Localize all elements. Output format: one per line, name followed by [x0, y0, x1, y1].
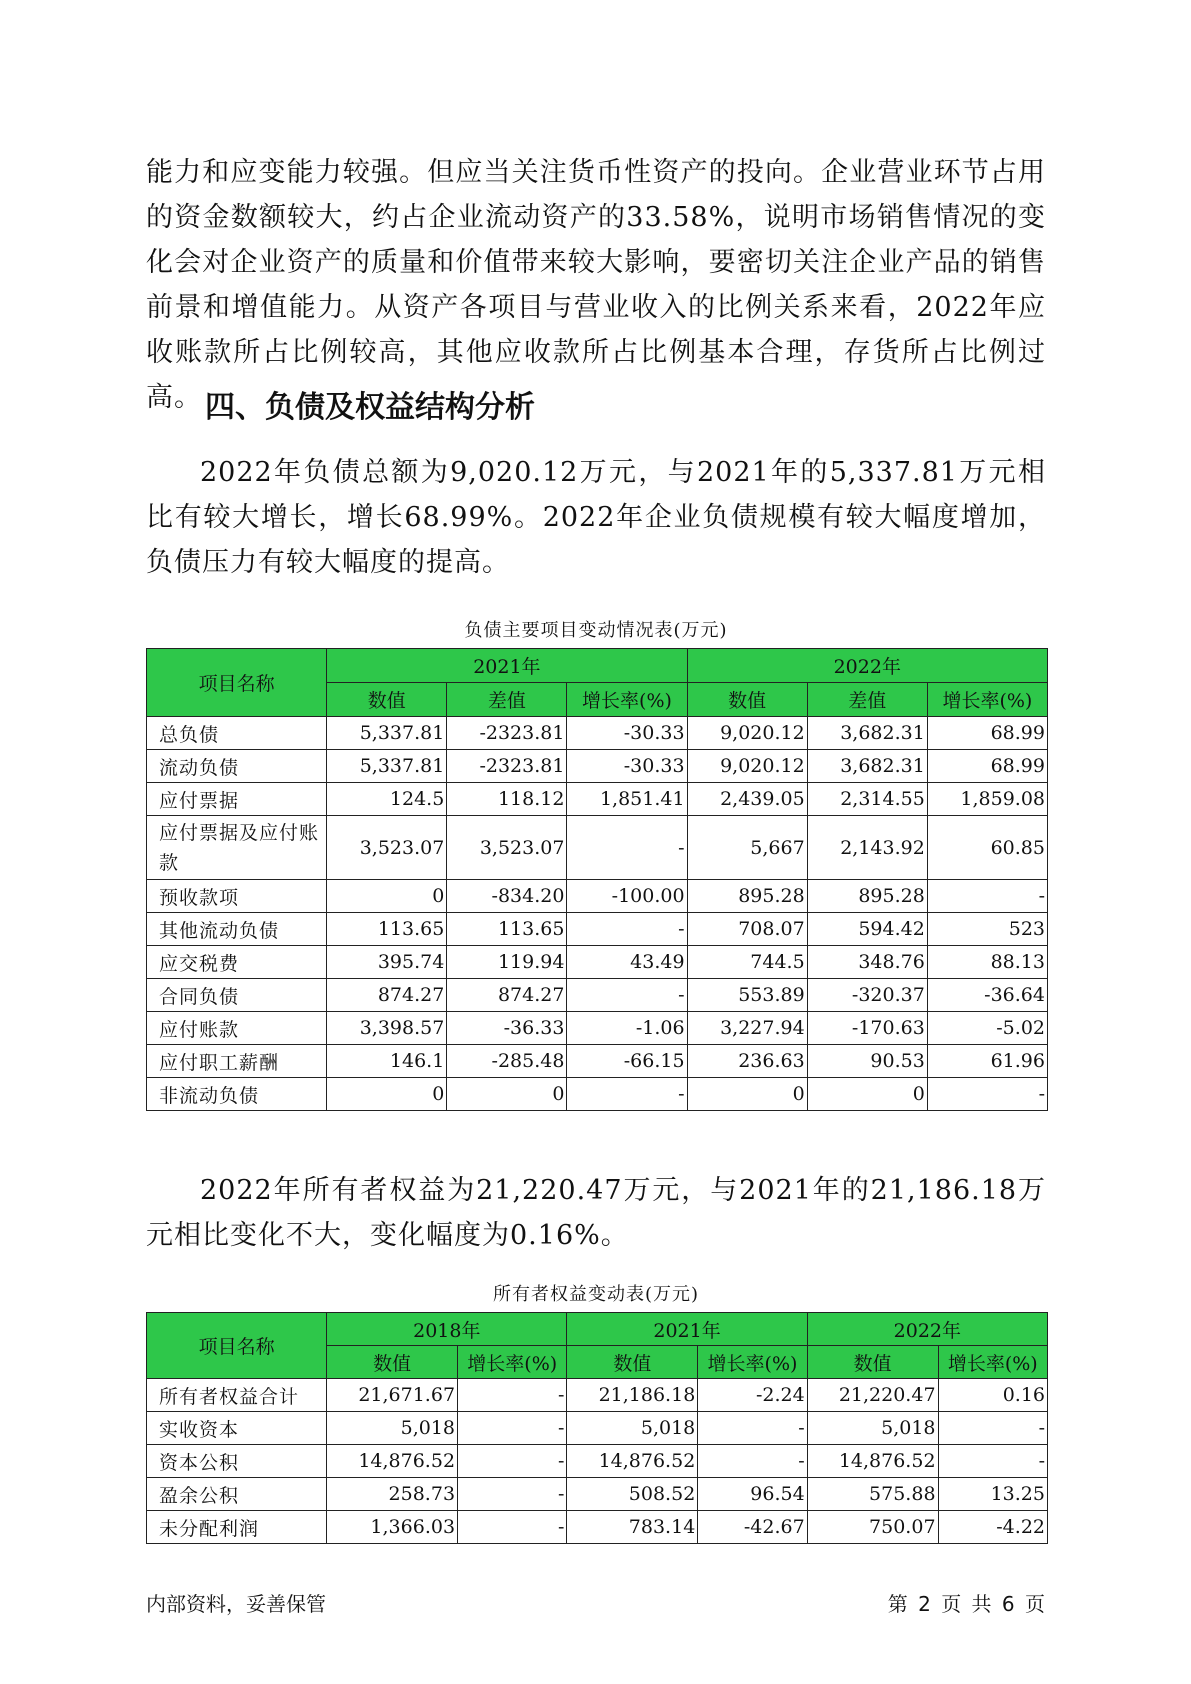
- column-header: 数值: [567, 1346, 698, 1379]
- equity-table: [146, 1312, 1048, 1544]
- table-cell: 708.07: [687, 913, 807, 946]
- table-cell: 21,220.47: [807, 1379, 938, 1412]
- table-cell: 3,398.57: [327, 1012, 447, 1045]
- liabilities-table: [146, 648, 1048, 1111]
- table-cell: -5.02: [927, 1012, 1047, 1045]
- table-cell: -2323.81: [447, 717, 567, 750]
- table-cell: 60.85: [927, 816, 1047, 880]
- column-header: 增长率(%): [458, 1346, 567, 1379]
- table-cell: 508.52: [567, 1478, 698, 1511]
- table-row: [147, 1412, 1048, 1445]
- table-row: [147, 1379, 1048, 1412]
- column-header: 增长率(%): [927, 683, 1047, 717]
- table-cell: 96.54: [698, 1478, 807, 1511]
- row-label: 非流动负债: [147, 1078, 327, 1111]
- table-cell: -: [458, 1412, 567, 1445]
- paragraph-asset-summary: 能力和应变能力较强。但应当关注货币性资产的投向。企业营业环节占用的资金数额较大，约占企业流动资产的33.58%，说明市场销售情况的变化会对企业资产的质量和价值带来较大影响，要密切关注企业产品的销售前景和增值能力。从资产各项目与营业收入的比例关系来看，2022年应收账款所占比例较高，其他应收款所占比例基本合理，存货所占比例过高。: [146, 157, 1046, 413]
- row-label: 实收资本: [147, 1412, 327, 1445]
- column-header: 数值: [327, 1346, 458, 1379]
- table-row: [147, 979, 1048, 1012]
- table-cell: -834.20: [447, 880, 567, 913]
- table-cell: 750.07: [807, 1511, 938, 1544]
- table-row: [147, 1078, 1048, 1111]
- table-cell: -: [567, 979, 687, 1012]
- table-cell: -36.64: [927, 979, 1047, 1012]
- table-cell: 1,366.03: [327, 1511, 458, 1544]
- table-cell: 146.1: [327, 1045, 447, 1078]
- table-cell: 21,186.18: [567, 1379, 698, 1412]
- table-row: [147, 913, 1048, 946]
- table-cell: -: [567, 1078, 687, 1111]
- table-cell: 124.5: [327, 783, 447, 816]
- item-name-header: 项目名称: [147, 1313, 327, 1379]
- row-label: 预收款项: [147, 880, 327, 913]
- table-cell: -: [567, 816, 687, 880]
- table-row: [147, 880, 1048, 913]
- table-cell: 236.63: [687, 1045, 807, 1078]
- table-cell: -320.37: [807, 979, 927, 1012]
- table-cell: -2323.81: [447, 750, 567, 783]
- row-label: 其他流动负债: [147, 913, 327, 946]
- table-cell: -4.22: [938, 1511, 1047, 1544]
- table-cell: 68.99: [927, 750, 1047, 783]
- row-label: 总负债: [147, 717, 327, 750]
- table-cell: 3,682.31: [807, 750, 927, 783]
- table-row: [147, 783, 1048, 816]
- row-label: 流动负债: [147, 750, 327, 783]
- table-cell: 874.27: [327, 979, 447, 1012]
- table-cell: 1,859.08: [927, 783, 1047, 816]
- item-name-header: 项目名称: [147, 649, 327, 717]
- row-label: 应付票据及应付账款: [147, 816, 327, 880]
- year-header: 2021年: [327, 649, 687, 683]
- table-cell: -: [458, 1379, 567, 1412]
- column-header: 增长率(%): [698, 1346, 807, 1379]
- table-cell: 5,018: [567, 1412, 698, 1445]
- table-cell: 5,337.81: [327, 717, 447, 750]
- table-cell: 0: [447, 1078, 567, 1111]
- table-cell: -2.24: [698, 1379, 807, 1412]
- table-cell: -: [698, 1445, 807, 1478]
- table-cell: 575.88: [807, 1478, 938, 1511]
- table-cell: 90.53: [807, 1045, 927, 1078]
- row-label: 所有者权益合计: [147, 1379, 327, 1412]
- table-cell: 14,876.52: [327, 1445, 458, 1478]
- table-cell: 2,314.55: [807, 783, 927, 816]
- table-cell: -1.06: [567, 1012, 687, 1045]
- column-header: 数值: [327, 683, 447, 717]
- table-cell: 2,143.92: [807, 816, 927, 880]
- table-cell: 3,523.07: [447, 816, 567, 880]
- table-row: [147, 946, 1048, 979]
- year-header: 2021年: [567, 1313, 807, 1346]
- table-cell: 258.73: [327, 1478, 458, 1511]
- paragraph-equity: 2022年所有者权益为21,220.47万元，与2021年的21,186.18万元相比变化不大，变化幅度为0.16%。: [146, 1175, 1046, 1251]
- year-header: 2022年: [807, 1313, 1047, 1346]
- table-row: [147, 1511, 1048, 1544]
- table-cell: 874.27: [447, 979, 567, 1012]
- column-header: 差值: [807, 683, 927, 717]
- table-cell: 0: [687, 1078, 807, 1111]
- table-cell: 3,227.94: [687, 1012, 807, 1045]
- table-cell: 5,018: [327, 1412, 458, 1445]
- table-cell: -30.33: [567, 717, 687, 750]
- table-cell: 14,876.52: [567, 1445, 698, 1478]
- table-cell: 113.65: [327, 913, 447, 946]
- table-cell: -66.15: [567, 1045, 687, 1078]
- table-cell: 1,851.41: [567, 783, 687, 816]
- row-label: 应付职工薪酬: [147, 1045, 327, 1078]
- table-cell: 113.65: [447, 913, 567, 946]
- table-cell: 5,667: [687, 816, 807, 880]
- table-row: [147, 816, 1048, 880]
- table-cell: 88.13: [927, 946, 1047, 979]
- row-label: 合同负债: [147, 979, 327, 1012]
- table-cell: -: [567, 913, 687, 946]
- table-cell: 9,020.12: [687, 750, 807, 783]
- table-cell: 0: [327, 880, 447, 913]
- table-cell: -285.48: [447, 1045, 567, 1078]
- table-cell: 0: [327, 1078, 447, 1111]
- table-cell: 5,337.81: [327, 750, 447, 783]
- table-cell: -: [938, 1445, 1047, 1478]
- paragraph-liabilities: 2022年负债总额为9,020.12万元，与2021年的5,337.81万元相比有较大增长，增长68.99%。2022年企业负债规模有较大幅度增加，负债压力有较大幅度的提高。: [146, 457, 1046, 578]
- year-header: 2018年: [327, 1313, 567, 1346]
- table-cell: -: [458, 1445, 567, 1478]
- table-cell: -: [458, 1478, 567, 1511]
- section-heading: 四、负债及权益结构分析: [205, 390, 535, 425]
- table-cell: 395.74: [327, 946, 447, 979]
- table-cell: 2,439.05: [687, 783, 807, 816]
- table-cell: 21,671.67: [327, 1379, 458, 1412]
- table-row: [147, 1478, 1048, 1511]
- table-cell: 744.5: [687, 946, 807, 979]
- column-header: 数值: [687, 683, 807, 717]
- row-label: 未分配利润: [147, 1511, 327, 1544]
- column-header: 数值: [807, 1346, 938, 1379]
- table-cell: 553.89: [687, 979, 807, 1012]
- row-label: 资本公积: [147, 1445, 327, 1478]
- table-cell: 895.28: [807, 880, 927, 913]
- table-cell: 895.28: [687, 880, 807, 913]
- table-row: [147, 1012, 1048, 1045]
- table-cell: 43.49: [567, 946, 687, 979]
- row-label: 应付票据: [147, 783, 327, 816]
- table-cell: -: [698, 1412, 807, 1445]
- table-cell: 783.14: [567, 1511, 698, 1544]
- table-caption-equity: 所有者权益变动表(万元): [492, 1284, 700, 1305]
- column-header: 差值: [447, 683, 567, 717]
- table-row: [147, 717, 1048, 750]
- table-cell: -42.67: [698, 1511, 807, 1544]
- table-cell: 594.42: [807, 913, 927, 946]
- table-cell: 0.16: [938, 1379, 1047, 1412]
- table-cell: 118.12: [447, 783, 567, 816]
- table-cell: -170.63: [807, 1012, 927, 1045]
- table-cell: -: [927, 1078, 1047, 1111]
- row-label: 应交税费: [147, 946, 327, 979]
- table-row: [147, 1045, 1048, 1078]
- table-cell: 13.25: [938, 1478, 1047, 1511]
- table-cell: -: [458, 1511, 567, 1544]
- table-cell: 348.76: [807, 946, 927, 979]
- table-cell: -30.33: [567, 750, 687, 783]
- table-cell: 9,020.12: [687, 717, 807, 750]
- table-caption-liabilities: 负债主要项目变动情况表(万元): [464, 620, 728, 641]
- table-cell: -: [938, 1412, 1047, 1445]
- table-cell: 14,876.52: [807, 1445, 938, 1478]
- column-header: 增长率(%): [938, 1346, 1047, 1379]
- table-cell: -: [927, 880, 1047, 913]
- year-header: 2022年: [687, 649, 1047, 683]
- table-cell: 68.99: [927, 717, 1047, 750]
- row-label: 应付账款: [147, 1012, 327, 1045]
- column-header: 增长率(%): [567, 683, 687, 717]
- footer-confidential-note: 内部资料，妥善保管: [146, 1592, 326, 1616]
- table-row: [147, 750, 1048, 783]
- table-cell: -36.33: [447, 1012, 567, 1045]
- table-cell: 61.96: [927, 1045, 1047, 1078]
- footer-page-number: 第 2 页 共 6 页: [887, 1592, 1045, 1616]
- table-cell: 0: [807, 1078, 927, 1111]
- table-cell: 119.94: [447, 946, 567, 979]
- table-row: [147, 1445, 1048, 1478]
- table-cell: 3,682.31: [807, 717, 927, 750]
- table-cell: -100.00: [567, 880, 687, 913]
- table-cell: 5,018: [807, 1412, 938, 1445]
- row-label: 盈余公积: [147, 1478, 327, 1511]
- table-cell: 523: [927, 913, 1047, 946]
- table-cell: 3,523.07: [327, 816, 447, 880]
